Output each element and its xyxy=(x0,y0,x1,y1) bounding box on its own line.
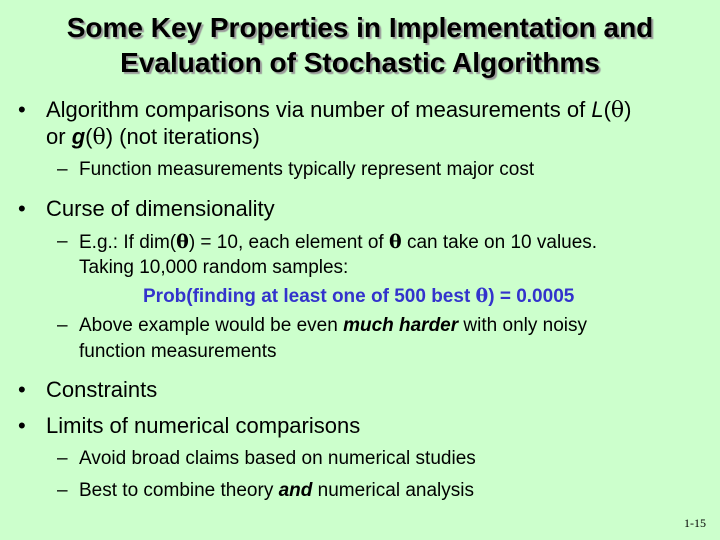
page-number: 1-15 xyxy=(684,516,706,530)
bullet-algorithm-comparisons-cont xyxy=(18,124,718,149)
subbullet-combine-theory xyxy=(57,478,717,504)
bullet-numerical-limits xyxy=(18,413,718,438)
emphasis-text: and xyxy=(278,480,313,501)
text-run: Best to combine theory xyxy=(79,480,279,501)
subbullet-text xyxy=(79,478,474,504)
subbullet-noisy xyxy=(57,313,717,339)
bullet-marker: • xyxy=(18,97,26,122)
slide-title-line2: Evaluation of Stochastic Algorithms xyxy=(120,47,600,78)
bullet-marker: • xyxy=(18,377,26,402)
subbullet-text-line2: Taking 10,000 random samples: xyxy=(79,257,349,278)
dash-marker: – xyxy=(57,159,68,180)
subbullet-text-line1 xyxy=(79,229,597,256)
subbullet-text-line1 xyxy=(79,313,587,339)
text-run: E.g.: If dim( xyxy=(79,232,177,253)
text-run: ( xyxy=(85,124,93,149)
theta-symbol: θ xyxy=(176,231,189,253)
bullet-text-line2 xyxy=(46,124,260,150)
probability-text xyxy=(143,283,574,310)
slide-title-line1: Some Key Properties in Implementation and xyxy=(66,12,654,43)
subbullet-text-line2: function measurements xyxy=(79,341,277,362)
bullet-constraints xyxy=(18,377,718,402)
bullet-algorithm-comparisons xyxy=(18,97,718,122)
text-run: ( xyxy=(603,97,611,122)
subbullet-example-line2 xyxy=(57,255,717,281)
text-run: Algorithm comparisons via number of measurements of xyxy=(46,97,592,122)
emphasis-text: much harder xyxy=(343,315,459,336)
text-run: ) = 0.0005 xyxy=(488,286,575,307)
theta-symbol: θ xyxy=(388,231,402,253)
subbullet-avoid-claims xyxy=(57,446,717,472)
subbullet-text: Function measurements typically represent major cost xyxy=(79,159,535,180)
text-run: or xyxy=(46,124,72,149)
bullet-marker: • xyxy=(18,413,26,438)
text-run: with only noisy xyxy=(458,315,587,336)
subbullet-text: Avoid broad claims based on numerical studies xyxy=(79,448,476,469)
theta-symbol: θ xyxy=(610,98,625,123)
theta-symbol: θ xyxy=(475,285,489,307)
math-g: g xyxy=(71,124,86,149)
text-run: Prob(finding at least one of 500 best xyxy=(143,286,476,307)
bullet-text: Curse of dimensionality xyxy=(46,196,275,221)
bullet-marker: • xyxy=(18,196,26,221)
subbullet-function-measurements xyxy=(57,157,717,183)
bullet-text: Limits of numerical comparisons xyxy=(46,413,361,438)
dash-marker: – xyxy=(57,448,68,469)
text-run: ) xyxy=(624,97,632,122)
subbullet-example xyxy=(57,229,717,255)
slide-title xyxy=(0,10,720,80)
subbullet-noisy-line2 xyxy=(57,339,717,365)
text-run: numerical analysis xyxy=(312,480,474,501)
math-L: L xyxy=(591,97,604,122)
bullet-curse-of-dimensionality xyxy=(18,196,718,221)
text-run: ) = 10, each element of xyxy=(188,232,389,253)
theta-symbol: θ xyxy=(92,125,106,150)
text-run: ) (not iterations) xyxy=(105,124,260,149)
text-run: Above example would be even xyxy=(79,315,344,336)
text-run: can take on 10 values. xyxy=(401,232,598,253)
bullet-text: Constraints xyxy=(46,377,158,402)
probability-statement xyxy=(121,283,711,309)
dash-marker: – xyxy=(57,480,68,501)
dash-marker: – xyxy=(57,231,68,252)
bullet-text-line1 xyxy=(46,97,632,123)
dash-marker: – xyxy=(57,315,68,336)
